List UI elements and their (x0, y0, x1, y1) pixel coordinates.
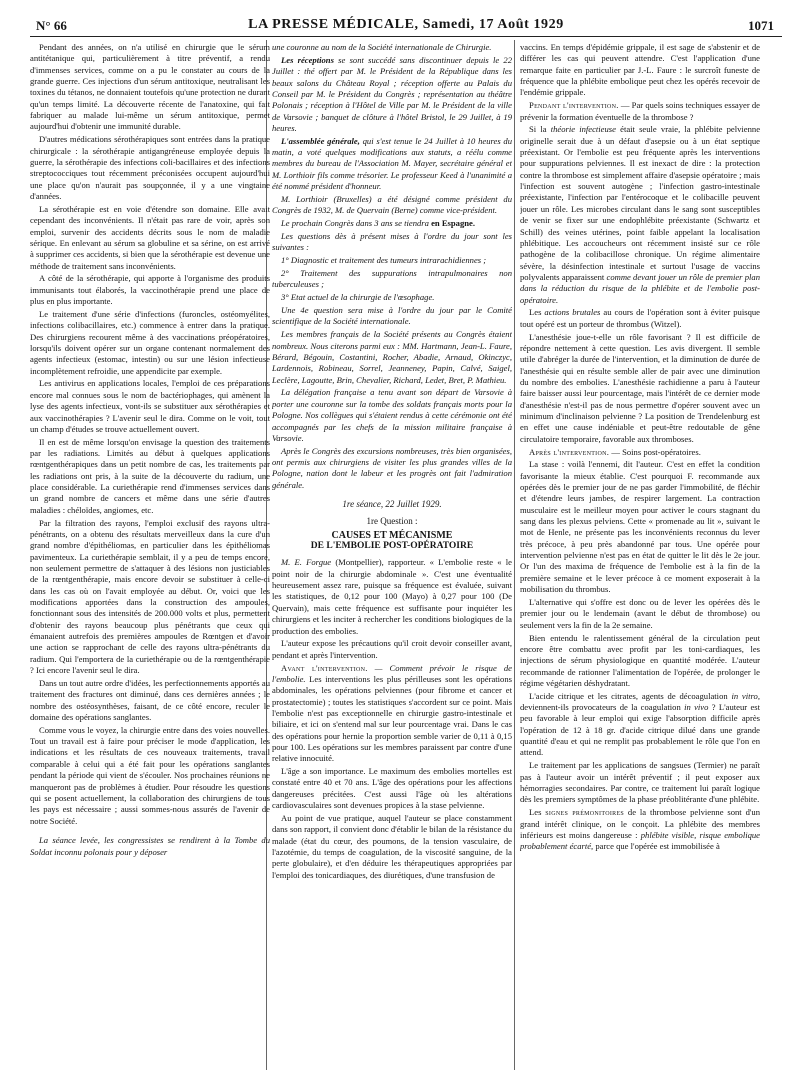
paragraph (520, 124, 760, 306)
paragraph-text: Les (529, 307, 545, 318)
list-item: 1° Diagnostic et traitement des tumeurs intrarachidiennes ; (281, 255, 487, 266)
paragraph: Les membres français de la Société présents au Congrès étaient nombreux. Nous citerons parmi eux : MM. Hartmann, Jean-L. Faure, Bérard, Bégouin, Costantini, Rocher, Abadie, Arnaud, Okinczyc, Lardennois, Robineau, Sorrel, Jeanneney, Papin, Calvé, Saigel, Leclère, Lagoutte, Brin, Chevalier, Richard, Ledet, Bret, P. Mathieu. (272, 329, 512, 385)
subsection-label: Après l'intervention. (529, 446, 610, 457)
paragraph: A côté de la sérothérapie, qui apporte à l'organisme des produits immunisants tout élaborés, la vaccinothérapie prend une place de plus en plus importante. (30, 273, 270, 307)
issue-number: N° 66 (36, 18, 67, 33)
emphasis: actions brutales (544, 307, 601, 318)
paragraph: une couronne au nom de la Société internationale de Chirurgie. (272, 42, 492, 52)
paragraph: Une 4e question sera mise à l'ordre du jour par le Comité scientifique de la Société internationale. (272, 305, 512, 327)
bold-lead: en Espagne. (431, 218, 476, 229)
paragraph: D'autres médications sérothérapiques sont entrées dans la pratique chirurgicale : la sérothérapie antigangréneuse employée depuis la guerre, la sérothérapie des infections coli-bacillaires et des infections streptococciques tout récemment préconisées occupent aujourd'hui une place qu'on n'aurait pas soupçonnée, il y a une vingtaine d'années. (30, 134, 270, 201)
page-header (30, 6, 782, 37)
list-item: 2° Traitement des suppurations intrapulmonaires non tuberculeuses ; (272, 268, 512, 290)
paragraph (520, 447, 760, 458)
paragraph-text: était seule vraie, la phlébite pelvienne originelle serait due à un défaut d'asepsie ou à un état septique préexistant. Or l'embolie est peu fréquente après les interventions pour suppurations pelviennes. Il est inexact de dire : la protection contre la thrombose est simplement affaire d'asepsie opératoire ; mais l'infection est souvent autogène ; l'infection gastro-intestinale préexistante, l'infection par l'entérocoque et le colibacille peuvent jouer un rôle. Les microbes circulant dans le sang sont susceptibles de venir se fixer sur une endophlébite préexistante (Schwartz et Schill) des veines utérines, point faible appelant la localisation phlébitique. Les accoucheurs ont récemment insisté sur ce rôle pathogène de la colibacillose chronique. Un régime alimentaire sévère, la désinfection intestinale et surtout l'usage de vaccins polyvalents apparaissent (520, 124, 760, 282)
paragraph: Le traitement d'une série d'infections (furoncles, ostéomyélites, infections colibacillaires, etc.) commence à entrer dans la pratique. Des chirurgiens recourent même à des vaccinations préopératoires, lorsqu'ils doivent opérer sur un organe contenant normalement des agents infectieux (estomac, intestin) ou sur une lésion infectieuse incomplètement refroidie, une appendicite par exemple. (30, 308, 270, 376)
paragraph-text: (Montpellier), rapporteur. « L'embolie reste « le point noir de la chirurgie abdominale ». C'est une éventualité heureusement assez rare, puisque sa fréquence est évaluée, suivant les statistiques, de 0,12 pour 100 (Mayo) à 0,27 pour 100 (De Quervain), mais cette fréquence est suffisante pour inquiéter les chirurgiens et les inciter à rechercher les conditions biologiques de la production des embolies. (272, 557, 512, 636)
emphasis: in vitro, (731, 690, 760, 701)
paragraph (520, 307, 760, 330)
paragraph-text: se sont succédé sans discontinuer depuis le 22 Juillet : thé offert par M. le Président de la République dans les beaux salons du Château Royal ; réception offerte au Palais du Conseil par M. le Président du Congrès ; représentation au théâtre Polonais ; réception à l'Hôtel de Ville par M. le Président de la ville de Varsovie ; banquet de clôture à l'hôtel Bristol, le 29 Juillet, à 19 heures. (272, 54, 512, 133)
paragraph-text: au cours de l'opération sont à éviter puisque tout opéré est un porteur de thrombus (Witzel). (520, 307, 760, 329)
paragraph: Après le Congrès des excursions nombreuses, très bien organisées, ont permis aux chirurgiens de visiter les plus grandes villes de la Pologne, nation dont le labeur et les progrès ont fait l'admiration générale. (272, 445, 512, 490)
paragraph: L'auteur expose les précautions qu'il croit devoir conseiller avant, pendant et après l'intervention. (272, 638, 512, 660)
paragraph: La délégation française a tenu avant son départ de Varsovie à porter une couronne sur la tombe des soldats français morts pour la Pologne. Nos collègues qui s'étaient rendus à cette cérémonie ont été accompagnés par les chefs de la mission militaire française à Varsovie. (272, 387, 512, 443)
paragraph (272, 663, 512, 765)
paragraph (272, 136, 512, 193)
paragraph: Dans un tout autre ordre d'idées, les perfectionnements apportés au traitement des fractures ont diminué, dans ces dernières années ; le nombre des ostéosynthèses, faisant, de ce côté encore, reculer le domaine des opérations sanglantes. (30, 677, 270, 722)
paragraph-text: Le prochain Congrès dans 3 ans se tiendra (281, 218, 432, 229)
session-heading: 1re séance, 22 Juillet 1929. (342, 499, 442, 510)
paragraph (520, 691, 760, 759)
paragraph: Bien entendu le ralentissement général de la circulation peut encore être combattu avec profit par les toni-cardiaques, les injections de sérum physiologique en quantité modérée. L'auteur recommande de rationner l'alimentation de l'opérée, de prolonger le régime végétarien déshydratant. (520, 632, 760, 688)
paragraph-text: Les (529, 807, 546, 818)
list-item: 3° Etat actuel de la chirurgie de l'œsophage. (281, 292, 435, 303)
paragraph-text: L'acide citrique et les citrates, agents de décoagulation (529, 690, 732, 701)
paragraph: La sérothérapie est en voie d'étendre son domaine. Elle avait cependant des inconvénients. Il n'était pas rare de voir, après son emploi, survenir des accidents décrits sous le nom de maladie sérique. En enlevant au sérum sa globuline et sa sérine, on est arrivé à supprimer ces accidents, si bien que la sérothérapie est devenue une méthode de traitement sans inconvénients. (30, 203, 270, 271)
paragraph (520, 807, 760, 852)
author-name: M. E. Forgue (281, 557, 332, 568)
paragraph: L'anesthésie joue-t-elle un rôle favorisant ? Il est difficile de répondre nettement à cette question. Les avis divergent. Il semble utile d'abréger la durée de l'intervention, et la diminution de durée de l'anesthésie qui en résulte semble aller de pair avec une diminution du nombre des embolies. L'anesthésie rachidienne a paru à l'auteur faire baisser aussi leur pourcentage, mais l'intérêt de ce dernier mode d'anesthésie n'est-il pas de nous permettre d'opérer souvent avec un minimum d'inclinaison pelvienne ? La position de Trendelenburg est en effet une cause indéniable et peut-être redoutable de gêne circulatoire temporaire, favorable aux thromboses. (520, 331, 760, 444)
paragraph-text: ? L'auteur est peu favorable à leur emploi qui exige l'absorption difficile après l'opération de 12 à 18 gr. d'acide citrique dilué dans une grande quantité d'eau et qui ne remplit pas probablement le rôle que l'on en attend. (520, 702, 760, 758)
page-number: 1071 (748, 18, 774, 33)
paragraph-text: Les interventions les plus périlleuses sont les opérations abdominales, les opérations pelviennes (pour fibrome et cancer et prostatectomie) ; toutes les statistiques s'accordent sur ce point. Mais l'embolie n'est pas exceptionnelle en chirurgie gastro-intestinale et biliaire, et ici on s'entend mal sur leur pourcentage vrai. Dans le cas des opérations pour hernie la proportion semble varier de 0,11 à 0,15 pour 100. Les opérations sur les membres paraissent par contre d'une relative innocuité. (272, 673, 512, 764)
paragraph: vaccins. En temps d'épidémie grippale, il est sage de s'abstenir et de différer les cas qui peuvent attendre. C'est l'application d'une remarque faite en particulier par J.-L. Faure : le surcroît funeste de fréquence que la phlébite embolique peut chez les opérés recevoir de l'endémie grippale. (520, 42, 760, 98)
paragraph-text: qui s'est tenue le 24 Juillet à 10 heures du matin, a voté quelques modifications aux statuts, a réélu comme membres du bureau de l'Association M. Mayer, secrétaire général et M. Lorthioir fils comme trésorier. Le professeur Keed à l'unanimité a été nommé président d'honneur. (272, 135, 512, 192)
subsection-label: Pendant l'intervention. (529, 100, 619, 111)
paragraph-text: — Soins post-opératoires. (609, 446, 701, 457)
column-left (30, 42, 270, 1076)
subsection-label: Avant l'intervention. (281, 662, 368, 673)
paragraph (272, 557, 512, 636)
paragraph: L'alternative qui s'offre est donc ou de lever les opérées dès le premier jour ou le lendemain (avant le début de thrombose) ou seulement vers la fin de la 2e semaine. (520, 597, 760, 630)
paragraph-text: deviennent-ils provocateurs de la coagulation (520, 702, 685, 713)
paragraph (520, 100, 760, 123)
paragraph: Il en est de même lorsqu'on envisage la question des traitements par les radiations. Limités au début à quelques applications rœntgenthérapiques dans un petit nombre de cas, les traitements par les radiations ont pris, à la suite de la découverte du radium, une place considérable. La curiethérapie rend d'immenses services dans un grand nombre de cancers et même dans une série d'autres maladies : chéloïdes, angiomes, etc. (30, 436, 270, 515)
paragraph: M. Lorthioir (Bruxelles) a été désigné comme président du Congrès de 1932, M. de Quervain (Berne) comme vice-président. (272, 193, 512, 216)
section-title-line: DE L'EMBOLIE POST-OPÉRATOIRE (310, 541, 474, 552)
journal-title: LA PRESSE MÉDICALE, Samedi, 17 Août 1929 (248, 17, 564, 32)
paragraph: L'âge a son importance. Le maximum des embolies mortelles est constaté entre 40 et 70 ans. L'âge des opérations pour les affections dangereuses précitées. C'est aussi l'âge où les altérations cardiovasculaires sont devenues propices à la stase pelvienne. (272, 766, 512, 811)
section-title-line: CAUSES ET MÉCANISME (331, 529, 453, 541)
emphasis: comme devant jouer un rôle de premier plan dans la réduction du risque de la phlébite et de l'embolie post-opératoire. (520, 271, 760, 305)
bold-lead: L'assemblée générale, (281, 135, 360, 146)
question-heading: 1re Question : (366, 516, 418, 527)
emphasis: phlébite visible, risque embolique probablement écarté, (520, 829, 760, 852)
paragraph: Les questions dès à présent mises à l'ordre du jour sont les suivantes : (272, 231, 512, 253)
paragraph: Comme vous le voyez, la chirurgie entre dans des voies nouvelles. Tout un travail est à faire pour préciser le mode d'application, les indications et les résultats de ces nouveaux traitements, travail comparable à celui qui a été fait pour les opérations sanglantes pendant la période qui vient de s'écouler. Nos prochaines réunions ne manqueront pas de problèmes à étudier. Pour résoudre les questions qui se posent actuellement, la collaboration des chirurgiens de tous les pays est nécessaire ; aussi sommes-nous assurés de l'avenir de notre Société. (30, 724, 270, 826)
section-title (272, 530, 512, 553)
column-middle (272, 42, 512, 1076)
paragraph (272, 55, 512, 134)
paragraph-text: parce que l'opérée est immobilisée à (593, 841, 720, 852)
emphasis: théorie infectieuse (550, 124, 616, 135)
subsection-label: signes prémonitoires (545, 807, 625, 818)
emphasis: in vivo (684, 702, 709, 713)
paragraph: La séance levée, les congressistes se rendirent à la Tombe du Soldat inconnu polonais pour y déposer (30, 835, 270, 857)
paragraph-text: Si la (529, 124, 551, 135)
bold-lead: Les réceptions (281, 54, 334, 65)
subsection-title: — Comment prévoir le risque de l'embolie. (272, 662, 512, 684)
column-right (520, 42, 760, 1076)
paragraph: La stase : voilà l'ennemi, dit l'auteur. C'est en effet la condition favorisante la mieux établie. C'est pourquoi F. recommande aux opérées dès le premier jour de ne pas garder l'immobilité, de fléchir et d'étendre leurs jambes, de respirer largement. La contraction musculaire est le meilleur moyen pour activer le cours stagnant du sang dans les plexus pelviens. Cette « promenade au lit », suivant le mot de Henle, ne présente pas les inconvénients reconnus du lever très précoce, à peu près abandonné par tous. Une opérée pour intervention pelvienne n'est pas en état de quitter le lit dès le 2e jour. Or l'un des maxima de fréquence de l'embolie est à la fin de la première semaine et le lever précoce à ce moment exposerait à la mobilisation du thrombus. (520, 459, 760, 595)
paragraph: Les antivirus en applications locales, l'emploi de ces préparations encore mal connues sous le nom de bactériophages, qui amènent la lyse des agents infectieux, vont-ils se substituer aux sérothérapies et aux vaccinothérapies ? L'avenir seul le dira. Comme on le voit, tout un champ d'études se trouve actuellement ouvert. (30, 378, 270, 434)
paragraph: Au point de vue pratique, auquel l'auteur se place constamment dans son rapport, il convient donc d'établir le bilan de la résistance du malade (état du cœur, des poumons, de la tension vasculaire, de l'azotémie, du temps de coagulation, de la viscosité sanguine, de la perte globulaire), et d'en déduire les thérapeutiques appropriées par l'emploi des tonicardiaques, des diurétiques, d'une transfusion de (272, 813, 512, 880)
paragraph: Par la filtration des rayons, l'emploi exclusif des rayons ultra-pénétrants, on a obtenu des résultats merveilleux dans la cure d'un grand nombre d'épithéliomas, en particulier dans les épithéliomas pavimenteux. La curiethérapie semblait, il y a peu de temps encore, non seulement permettre de s'attaquer à des lésions non justiciables de la rœntgenthérapie, mais encore devoir se substituer à celle-ci dans les cas où on l'avait employée au début. Or, voici que les modifications apportées dans la construction des ampoules, fonctionnant sous des intensités de 200.000 volts et plus, permettent d'obtenir des rayons beaucoup plus pénétrants que ceux qui émanaient autrefois des premières ampoules de Rœntgen et d'avoir une action se rapprochant de celle des rayons ultra-pénétrants du radium. Qui l'emportera de la curiethérapie ou de la rœntgenthérapie ? Ici encore l'avenir seul le dira. (30, 517, 270, 676)
column-divider (514, 40, 515, 1070)
paragraph (272, 218, 512, 229)
paragraph-text: de la thrombose pelvienne sont d'un grand intérêt clinique, on le conçoit. La phlébite des membres inférieurs est moins dangereuse : (520, 807, 760, 840)
paragraph-text: — Par quels soins techniques essayer de prévenir la formation éventuelle de la thrombose ? (520, 100, 760, 122)
paragraph: Le traitement par les applications de sangsues (Termier) ne paraît pas à l'auteur avoir un intérêt préventif ; il peut exposer aux hémorragies secondaires. Par contre, ce traitement lui paraît logique dès les premiers symptômes de la phase préoblitérante d'une phlébite. (520, 760, 760, 805)
paragraph: Pendant des années, on n'a utilisé en chirurgie que le sérum antitétanique qui, particulièrement à titre préventif, a rendu d'immenses services, comme on a pu le constater au cours de la grande guerre. Ces injections d'un sérum antitoxique, neutralisant les toxines du tétanos, ne donnaient toutefois qu'une protection ne durant qu'un temps limité. La découverte récente de l'anatoxine, qui fait fabriquer au malade lui-même un sérum antitoxique, permet aujourd'hui d'obtenir une immunité durable. (30, 42, 270, 132)
